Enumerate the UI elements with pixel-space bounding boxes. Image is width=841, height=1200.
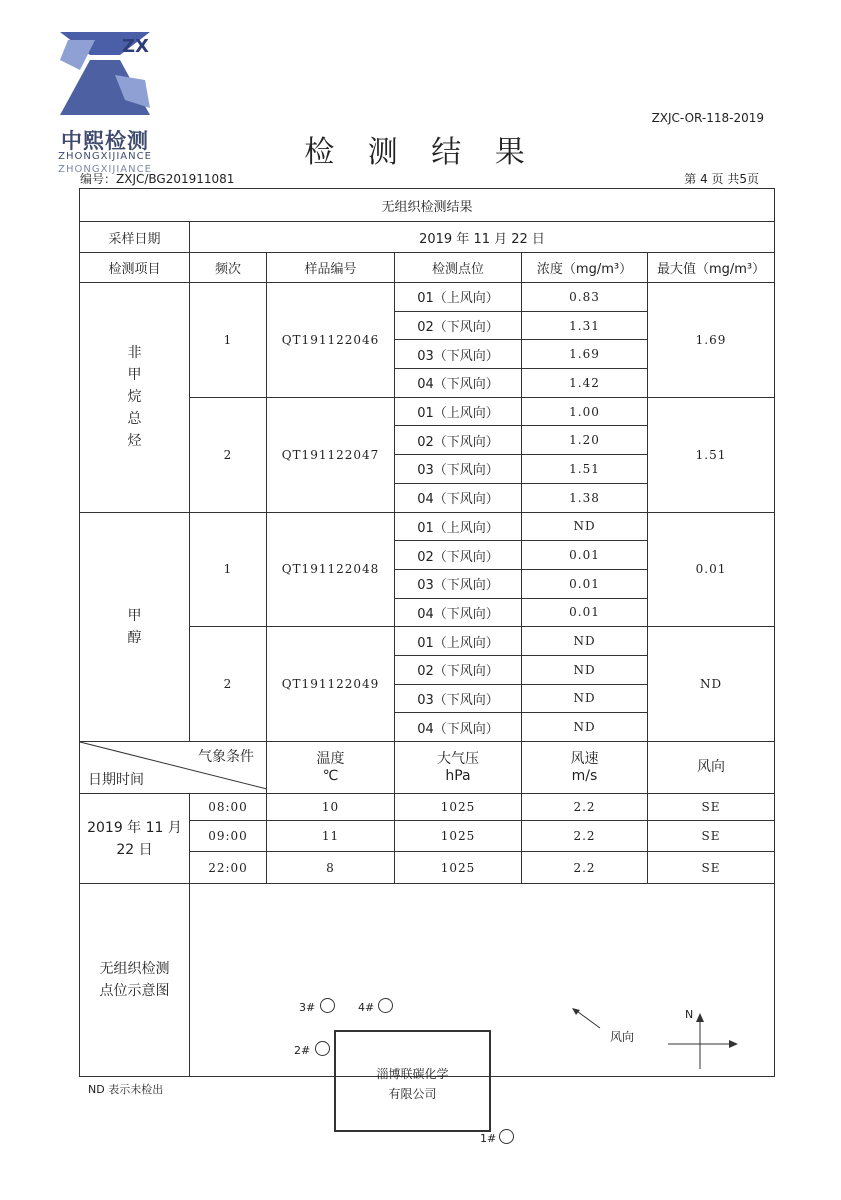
weather-dir-cell: SE [648,821,775,852]
point-4-label: 4# [358,1001,375,1014]
sampling-date-value: 2019 年 11 月 22 日 [190,222,775,253]
max-value-cell: ND [648,627,775,742]
logo-cn-text: 中熙检测 [61,129,149,153]
header-cell: 频次 [190,253,267,283]
monitoring-point-cell: 01（上风向） [395,627,522,656]
sample-id-cell: QT191122047 [267,397,395,512]
north-label: N [685,1008,694,1021]
concentration-cell: 1.69 [522,340,648,369]
weather-pressure-cell: 1025 [395,852,522,884]
concentration-cell: 0.01 [522,598,648,627]
concentration-cell: ND [522,512,648,541]
monitoring-point-cell: 01（上风向） [395,283,522,312]
monitoring-point-cell: 03（下风向） [395,569,522,598]
layout-diagram-label: 无组织检测 点位示意图 [80,884,190,1077]
document-code: ZXJC-OR-118-2019 [651,111,764,125]
page-indicator: 第 4 页 共5页 [684,172,759,186]
max-value-cell: 0.01 [648,512,775,627]
monitoring-point-cell: 02（下风向） [395,426,522,455]
concentration-cell: 1.42 [522,369,648,398]
monitoring-point-cell: 04（下风向） [395,598,522,627]
header-cell: 检测项目 [80,253,190,283]
concentration-cell: ND [522,713,648,742]
weather-header-cell: 风速 m/s [522,742,648,794]
logo-en-text: ZHONGXIJIANCE [58,151,152,162]
logo-en-text-2: ZHONGXIJIANCE [58,164,152,175]
test-item-cell: 非 甲 烷 总 烃 [80,283,190,513]
factory-name: 淄博联碳化学 有限公司 [376,1067,449,1101]
weather-header-row [80,742,775,794]
header-cell: 检测点位 [395,253,522,283]
header-cell: 浓度（mg/m³） [522,253,648,283]
logo-mark-text: ZX [122,36,149,57]
max-value-cell: 1.51 [648,397,775,512]
sampling-date-label: 采样日期 [80,222,190,253]
monitoring-point-cell: 04（下风向） [395,369,522,398]
concentration-cell: ND [522,627,648,656]
point-2-label: 2# [294,1044,311,1057]
monitoring-point-cell: 02（下风向） [395,311,522,340]
concentration-cell: ND [522,655,648,684]
logo-mark-icon [40,20,170,130]
max-value-cell: 1.69 [648,283,775,398]
weather-pressure-cell: 1025 [395,794,522,821]
table-caption: 无组织检测结果 [80,189,775,222]
date-time-label: 日期时间 [88,772,144,788]
frequency-cell: 2 [190,627,267,742]
concentration-cell: 1.20 [522,426,648,455]
layout-diagram-cell [190,884,775,1145]
frequency-cell: 1 [190,283,267,398]
weather-pressure-cell: 1025 [395,821,522,852]
sampling-date-row [80,222,775,253]
weather-time-cell: 09:00 [190,821,267,852]
frequency-cell: 2 [190,397,267,512]
weather-time-cell: 22:00 [190,852,267,884]
sample-id-cell: QT191122046 [267,283,395,398]
concentration-cell: 0.83 [522,283,648,312]
factory-boundary [334,1030,491,1132]
table-row [80,283,775,312]
monitoring-point-cell: 04（下风向） [395,483,522,512]
monitoring-point-cell: 03（下风向） [395,455,522,484]
header-cell: 最大值（mg/m³） [648,253,775,283]
weather-conditions-label: 气象条件 [198,749,254,765]
point-4-marker [378,998,393,1013]
sample-id-cell: QT191122049 [267,627,395,742]
monitoring-point-cell: 04（下风向） [395,713,522,742]
weather-speed-cell: 2.2 [522,852,648,884]
table-caption-row [80,189,775,222]
weather-date-cell: 2019 年 11 月 22 日 [80,794,190,884]
monitoring-point-cell: 03（下风向） [395,340,522,369]
page-title: 检 测 结 果 [304,135,537,170]
weather-temp-cell: 11 [267,821,395,852]
point-2-marker [315,1041,330,1056]
concentration-cell: ND [522,684,648,713]
weather-temp-cell: 10 [267,794,395,821]
frequency-cell: 1 [190,512,267,627]
header-cell: 样品编号 [267,253,395,283]
table-row [80,512,775,541]
weather-dir-cell: SE [648,852,775,884]
wind-direction-label: 风向 [610,1030,635,1044]
monitoring-point-cell: 02（下风向） [395,541,522,570]
concentration-cell: 0.01 [522,541,648,570]
point-3-label: 3# [299,1001,316,1014]
weather-dir-cell: SE [648,794,775,821]
test-item-cell: 甲 醇 [80,512,190,742]
concentration-cell: 1.00 [522,397,648,426]
weather-header-cell: 温度 ℃ [267,742,395,794]
concentration-cell: 1.51 [522,455,648,484]
weather-header-cell: 大气压 hPa [395,742,522,794]
layout-diagram-row [80,884,775,1077]
monitoring-point-cell: 01（上风向） [395,397,522,426]
weather-header-cell: 风向 [648,742,775,794]
monitoring-point-cell: 01（上风向） [395,512,522,541]
concentration-cell: 0.01 [522,569,648,598]
monitoring-point-cell: 03（下风向） [395,684,522,713]
weather-row [80,794,775,821]
footnote: ND 表示未检出 [88,1083,164,1096]
concentration-cell: 1.31 [522,311,648,340]
weather-temp-cell: 8 [267,852,395,884]
sample-id-cell: QT191122048 [267,512,395,627]
weather-speed-cell: 2.2 [522,794,648,821]
report-number: 编号：ZXJC/BG201911081 [80,172,235,186]
point-3-marker [320,998,335,1013]
table-header-row [80,253,775,283]
monitoring-point-cell: 02（下风向） [395,655,522,684]
point-1-label: 1# [480,1132,497,1145]
point-1-marker [499,1129,514,1144]
weather-time-cell: 08:00 [190,794,267,821]
concentration-cell: 1.38 [522,483,648,512]
weather-corner-cell [80,742,267,794]
weather-speed-cell: 2.2 [522,821,648,852]
